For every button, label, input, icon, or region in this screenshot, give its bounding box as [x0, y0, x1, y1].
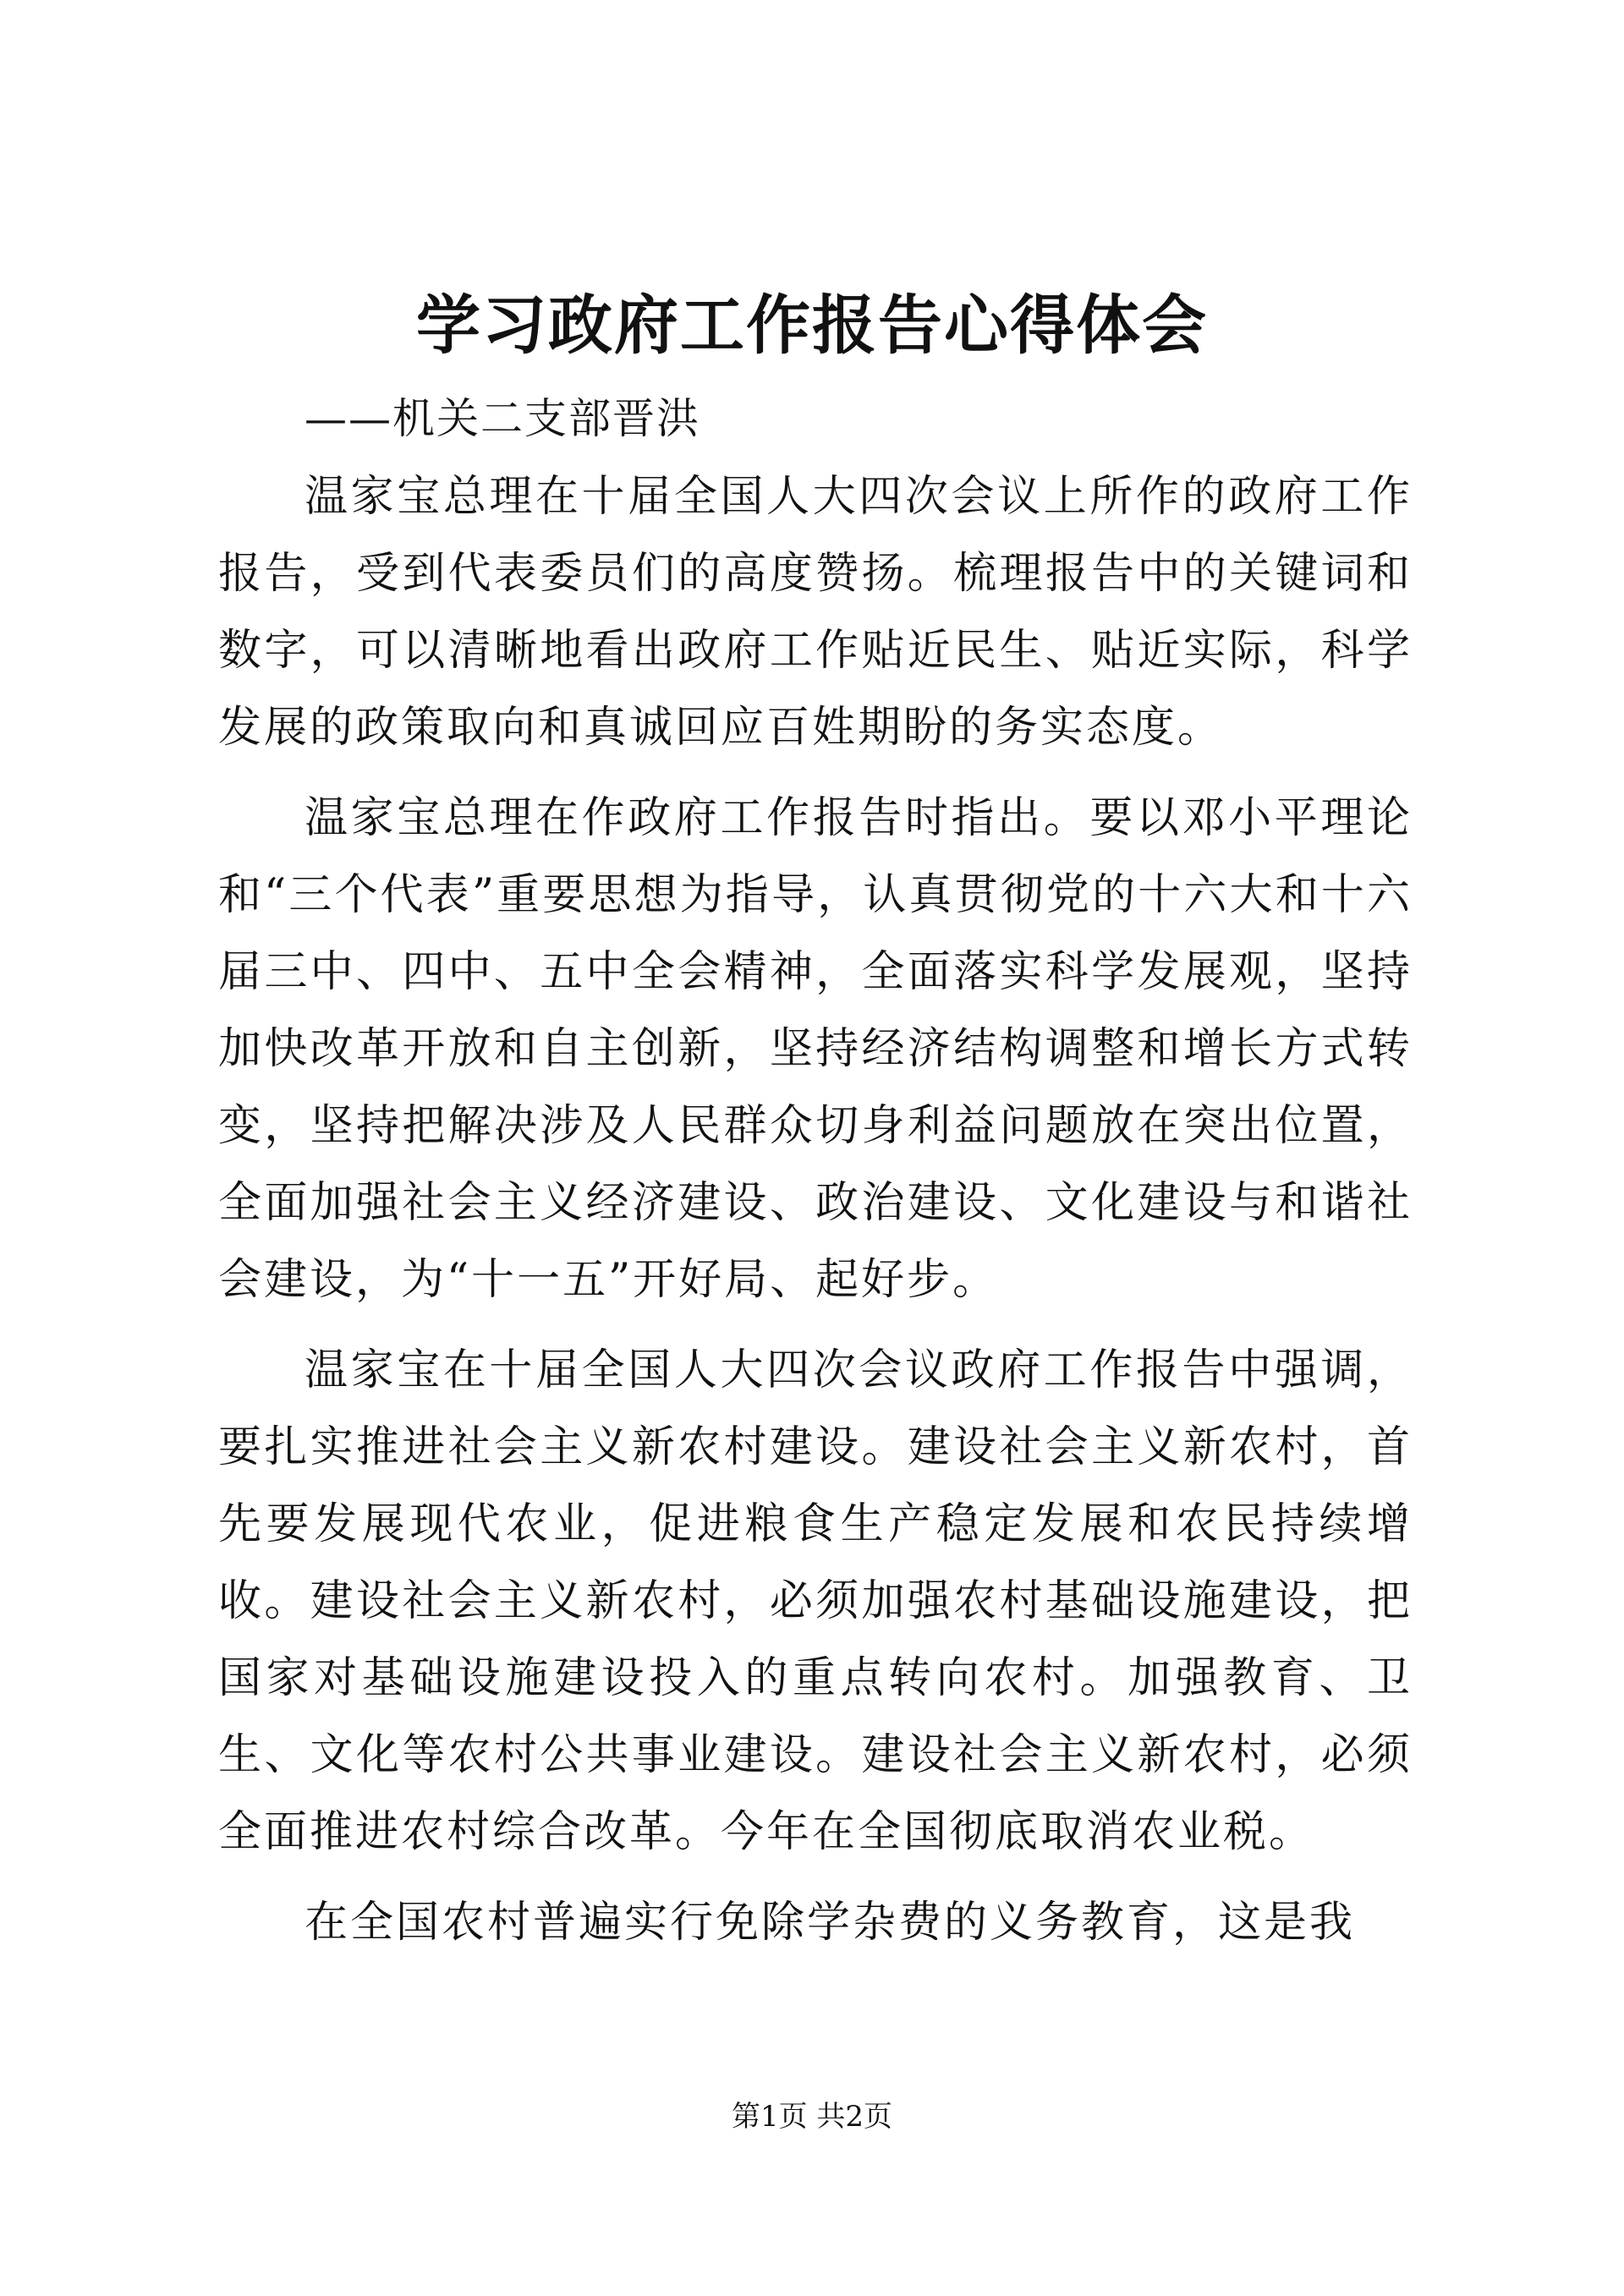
paragraph-2: 温家宝总理在作政府工作报告时指出。要以邓小平理论和“三个代表”重要思想为指导，认真贯彻党的十六大和十六届三中、四中、五中全会精神，全面落实科学发展观，坚持加快改革开放和自主创新，坚持经济结构调整和增长方式转变，坚持把解决涉及人民群众切身利益问题放在突出位置，全面加强社会主义经济建设、政治建设、文化建设与和谐社会建设，为“十一五”开好局、起好步。: [218, 793, 1413, 1305]
paragraph-3: 温家宝在十届全国人大四次会议政府工作报告中强调，要扎实推进社会主义新农村建设。建设社会主义新农村，首先要发展现代农业，促进粮食生产稳定发展和农民持续增收。建设社会主义新农村，必须加强农村基础设施建设，把国家对基础设施建设投入的重点转向农村。加强教育、卫生、文化等农村公共事业建设。建设社会主义新农村，必须全面推进农村综合改革。今年在全国彻底取消农业税。: [218, 1345, 1413, 1857]
page-footer: 第1页 共2页: [731, 2100, 893, 2134]
paragraph-4: 在全国农村普遍实行免除学杂费的义务教育，这是我: [304, 1898, 1356, 1948]
paragraph-1: 温家宝总理在十届全国人大四次会议上所作的政府工作报告，受到代表委员们的高度赞扬。梳理报告中的关键词和数字，可以清晰地看出政府工作贴近民生、贴近实际，科学发展的政策取向和真诚回应百姓期盼的务实态度。: [218, 472, 1413, 753]
document-body: [218, 458, 1413, 1975]
document-title: 学习政府工作报告心得体会: [416, 288, 1208, 363]
document-subtitle: ——机关二支部晋洪: [304, 394, 700, 443]
